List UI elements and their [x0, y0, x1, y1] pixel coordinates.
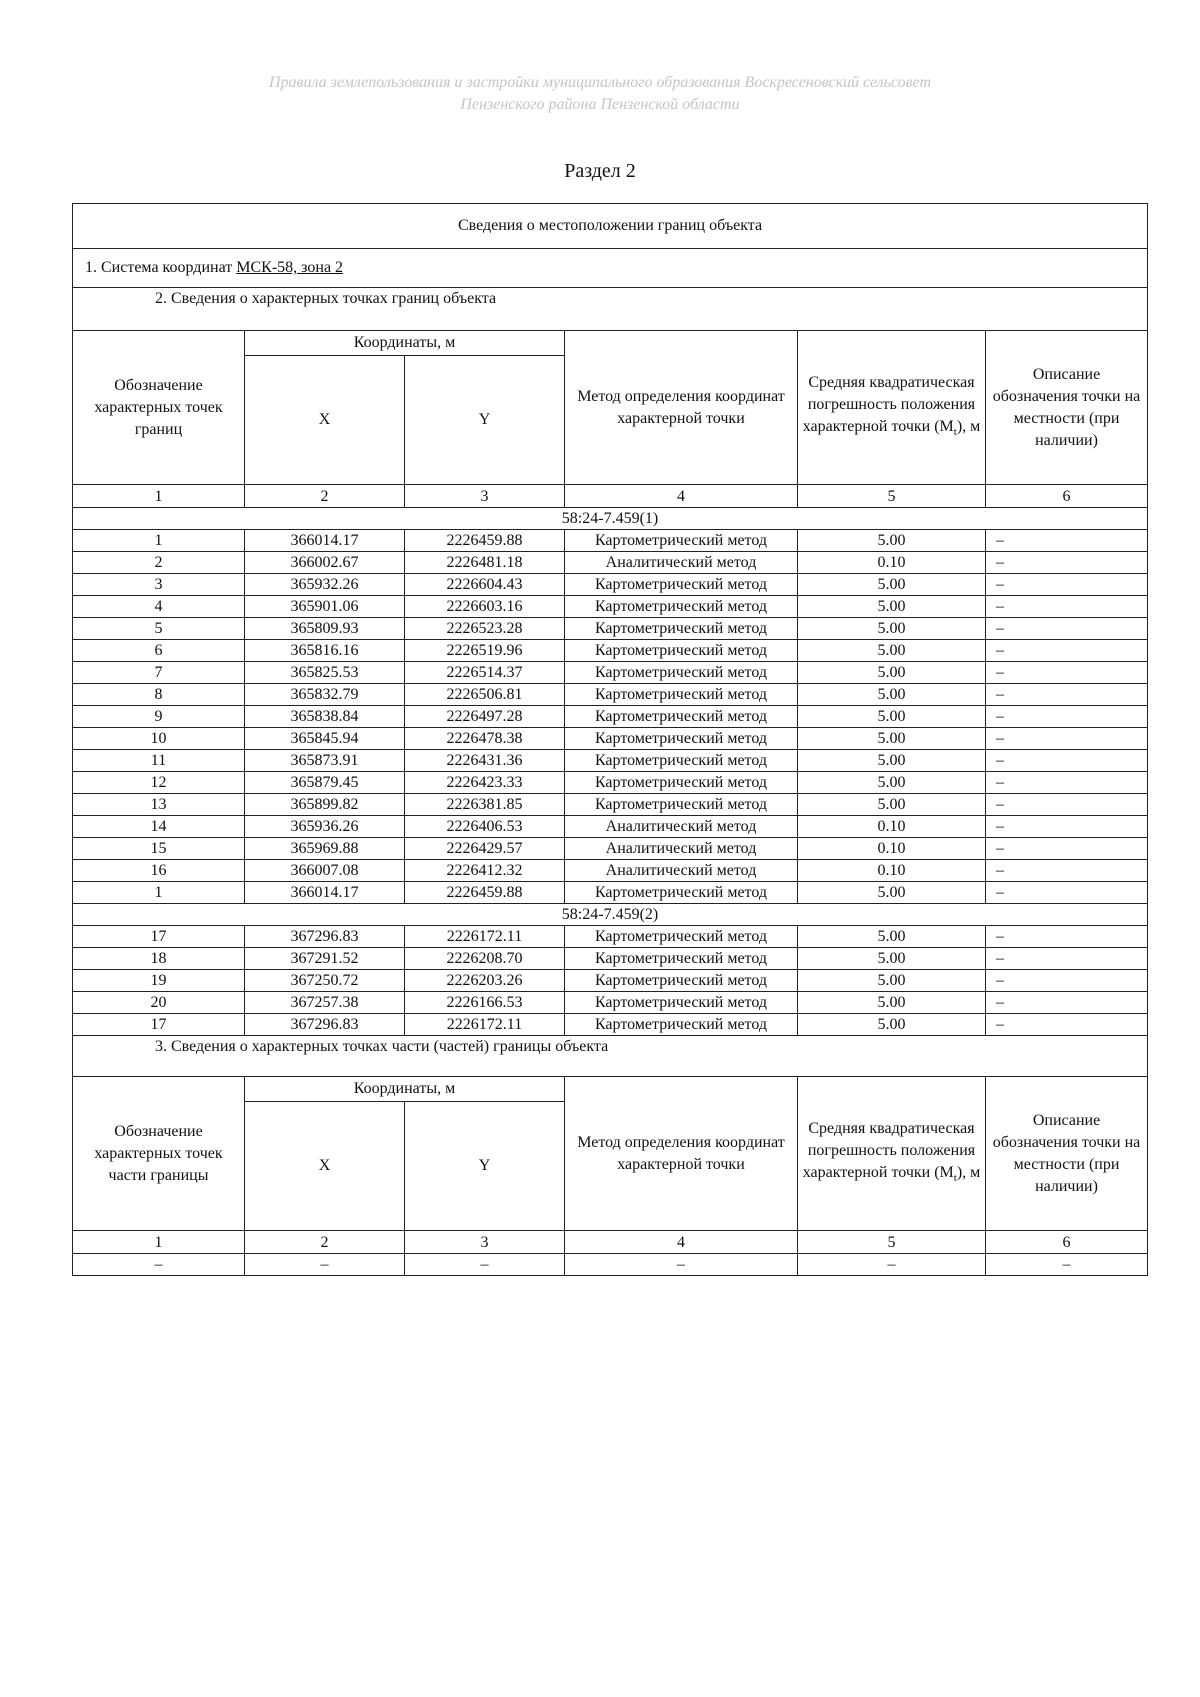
description-cell: – [986, 838, 1148, 860]
accuracy-cell: 5.00 [798, 574, 986, 596]
accuracy-cell: 0.10 [798, 552, 986, 574]
x-cell: 367291.52 [245, 948, 405, 970]
col-number: 6 [986, 485, 1148, 508]
table-row [73, 772, 1148, 794]
x-cell: 367257.38 [245, 992, 405, 1014]
x-cell: 365969.88 [245, 838, 405, 860]
col-header-description: Описание обозначения точки на местности (при наличии) [986, 331, 1148, 485]
col-number: 5 [798, 485, 986, 508]
method-cell: Аналитический метод [565, 860, 798, 882]
description-cell: – [986, 596, 1148, 618]
description-cell: – [986, 1014, 1148, 1036]
x-cell: 365809.93 [245, 618, 405, 640]
point-id-cell: 15 [73, 838, 245, 860]
table-row [73, 794, 1148, 816]
group-row [73, 904, 1148, 926]
table-row [73, 838, 1148, 860]
section-title: Раздел 2 [564, 160, 636, 182]
col-header-x: X [245, 356, 405, 485]
x-cell: 366002.67 [245, 552, 405, 574]
point-id-cell: 17 [73, 926, 245, 948]
boundary-table [72, 203, 1148, 1276]
method-cell: Картометрический метод [565, 662, 798, 684]
col-number: 3 [405, 1231, 565, 1254]
x-cell: 366007.08 [245, 860, 405, 882]
y-cell: 2226172.11 [405, 926, 565, 948]
x-cell: – [245, 1254, 405, 1276]
accuracy-cell: – [798, 1254, 986, 1276]
coord-system-value: МСК-58, зона 2 [236, 259, 344, 276]
point-id-cell: 3 [73, 574, 245, 596]
method-cell: Картометрический метод [565, 706, 798, 728]
accuracy-cell: 0.10 [798, 816, 986, 838]
group-label: 58:24-7.459(1) [73, 508, 1148, 530]
y-cell: 2226208.70 [405, 948, 565, 970]
point-id-cell: 9 [73, 706, 245, 728]
x-cell: 365825.53 [245, 662, 405, 684]
description-cell: – [986, 948, 1148, 970]
accuracy-text: Средняя квадратическая погрешность положения характерной точки (M [802, 1119, 976, 1181]
method-cell: Картометрический метод [565, 750, 798, 772]
x-cell: 365879.45 [245, 772, 405, 794]
description-cell: – [986, 662, 1148, 684]
method-cell: Картометрический метод [565, 882, 798, 904]
accuracy-text: Средняя квадратическая погрешность положения характерной точки (M [802, 373, 976, 435]
point-id-cell: 14 [73, 816, 245, 838]
accuracy-cell: 5.00 [798, 596, 986, 618]
y-cell: 2226203.26 [405, 970, 565, 992]
description-cell: – [986, 1254, 1148, 1276]
coord-system-row [73, 249, 1148, 288]
col-header-y: Y [405, 356, 565, 485]
description-cell: – [986, 926, 1148, 948]
col-number: 4 [565, 1231, 798, 1254]
coord-system-label: 1. Система координат [85, 259, 237, 276]
description-cell: – [986, 860, 1148, 882]
col-header-point: Обозначение характерных точек границ [73, 331, 245, 485]
point-id-cell: 13 [73, 794, 245, 816]
point-id-cell: 10 [73, 728, 245, 750]
col-number: 3 [405, 485, 565, 508]
accuracy-cell: 5.00 [798, 728, 986, 750]
description-cell: – [986, 574, 1148, 596]
table-row [73, 596, 1148, 618]
method-cell: Картометрический метод [565, 926, 798, 948]
accuracy-cell: 5.00 [798, 970, 986, 992]
method-cell: Картометрический метод [565, 992, 798, 1014]
x-cell: 365936.26 [245, 816, 405, 838]
column-numbers-row [73, 1231, 1148, 1254]
accuracy-cell: 5.00 [798, 530, 986, 552]
method-cell: – [565, 1254, 798, 1276]
table-row [73, 706, 1148, 728]
x-cell: 367296.83 [245, 1014, 405, 1036]
point-id-cell: 18 [73, 948, 245, 970]
method-cell: Картометрический метод [565, 640, 798, 662]
method-cell: Картометрический метод [565, 772, 798, 794]
method-cell: Картометрический метод [565, 970, 798, 992]
table-row [73, 750, 1148, 772]
description-cell: – [986, 794, 1148, 816]
y-cell: 2226603.16 [405, 596, 565, 618]
method-cell: Аналитический метод [565, 816, 798, 838]
point-id-cell: 19 [73, 970, 245, 992]
y-cell: 2226459.88 [405, 530, 565, 552]
x-cell: 365832.79 [245, 684, 405, 706]
method-cell: Картометрический метод [565, 1014, 798, 1036]
accuracy-unit: ), м [956, 1163, 981, 1181]
col-number: 5 [798, 1231, 986, 1254]
col-header-coords: Координаты, м [245, 331, 565, 356]
accuracy-sub: t [953, 426, 957, 439]
accuracy-cell: 5.00 [798, 618, 986, 640]
header-line-2: Пензенского района Пензенской области [460, 96, 740, 113]
accuracy-unit: ), м [956, 417, 981, 435]
y-cell: 2226478.38 [405, 728, 565, 750]
x-cell: 367250.72 [245, 970, 405, 992]
table-row [73, 1254, 1148, 1276]
point-id-cell: 12 [73, 772, 245, 794]
x-cell: 366014.17 [245, 530, 405, 552]
y-cell: 2226497.28 [405, 706, 565, 728]
y-cell: – [405, 1254, 565, 1276]
description-cell: – [986, 992, 1148, 1014]
group-row [73, 508, 1148, 530]
point-id-cell: 2 [73, 552, 245, 574]
method-cell: Аналитический метод [565, 838, 798, 860]
method-cell: Картометрический метод [565, 794, 798, 816]
y-cell: 2226406.53 [405, 816, 565, 838]
table-row [73, 662, 1148, 684]
col-header-accuracy [798, 1077, 986, 1231]
point-id-cell: 5 [73, 618, 245, 640]
table-title: Сведения о местоположении границ объекта [73, 204, 1148, 249]
x-cell: 365873.91 [245, 750, 405, 772]
accuracy-cell: 0.10 [798, 860, 986, 882]
y-cell: 2226431.36 [405, 750, 565, 772]
accuracy-cell: 5.00 [798, 882, 986, 904]
point-id-cell: 6 [73, 640, 245, 662]
column-numbers-row [73, 485, 1148, 508]
method-cell: Картометрический метод [565, 530, 798, 552]
point-id-cell: – [73, 1254, 245, 1276]
col-header-y: Y [405, 1102, 565, 1231]
y-cell: 2226166.53 [405, 992, 565, 1014]
header-line-1: Правила землепользования и застройки муниципального образования Воскресеновский сельсовет [269, 74, 931, 91]
table-row [73, 948, 1148, 970]
y-cell: 2226412.32 [405, 860, 565, 882]
point-id-cell: 17 [73, 1014, 245, 1036]
col-number: 2 [245, 485, 405, 508]
x-cell: 365845.94 [245, 728, 405, 750]
table-row [73, 728, 1148, 750]
point-id-cell: 8 [73, 684, 245, 706]
col-number: 4 [565, 485, 798, 508]
point-id-cell: 1 [73, 530, 245, 552]
y-cell: 2226519.96 [405, 640, 565, 662]
col-header-method: Метод определения координат характерной точки [565, 331, 798, 485]
table-row [73, 574, 1148, 596]
table-row [73, 640, 1148, 662]
accuracy-cell: 5.00 [798, 992, 986, 1014]
col-header-point-part: Обозначение характерных точек части границы [73, 1077, 245, 1231]
accuracy-cell: 5.00 [798, 706, 986, 728]
col-number: 1 [73, 1231, 245, 1254]
accuracy-cell: 5.00 [798, 772, 986, 794]
table-row [73, 552, 1148, 574]
accuracy-cell: 0.10 [798, 838, 986, 860]
accuracy-cell: 5.00 [798, 640, 986, 662]
y-cell: 2226523.28 [405, 618, 565, 640]
col-number: 1 [73, 485, 245, 508]
col-header-accuracy [798, 331, 986, 485]
description-cell: – [986, 728, 1148, 750]
description-cell: – [986, 772, 1148, 794]
method-cell: Картометрический метод [565, 596, 798, 618]
col-header-coords: Координаты, м [245, 1077, 565, 1102]
col-header-description: Описание обозначения точки на местности (при наличии) [986, 1077, 1148, 1231]
y-cell: 2226381.85 [405, 794, 565, 816]
y-cell: 2226459.88 [405, 882, 565, 904]
x-cell: 365932.26 [245, 574, 405, 596]
description-cell: – [986, 970, 1148, 992]
method-cell: Картометрический метод [565, 574, 798, 596]
col-header-x: X [245, 1102, 405, 1231]
description-cell: – [986, 706, 1148, 728]
description-cell: – [986, 552, 1148, 574]
subsection-1-title: 2. Сведения о характерных точках границ объекта [73, 288, 1148, 331]
table-row [73, 992, 1148, 1014]
method-cell: Картометрический метод [565, 948, 798, 970]
description-cell: – [986, 816, 1148, 838]
x-cell: 367296.83 [245, 926, 405, 948]
method-cell: Аналитический метод [565, 552, 798, 574]
group-label: 58:24-7.459(2) [73, 904, 1148, 926]
description-cell: – [986, 530, 1148, 552]
description-cell: – [986, 750, 1148, 772]
col-header-method: Метод определения координат характерной точки [565, 1077, 798, 1231]
x-cell: 365899.82 [245, 794, 405, 816]
method-cell: Картометрический метод [565, 618, 798, 640]
description-cell: – [986, 618, 1148, 640]
x-cell: 365901.06 [245, 596, 405, 618]
accuracy-cell: 5.00 [798, 948, 986, 970]
y-cell: 2226514.37 [405, 662, 565, 684]
y-cell: 2226429.57 [405, 838, 565, 860]
accuracy-sub: t [953, 1172, 957, 1185]
accuracy-cell: 5.00 [798, 926, 986, 948]
table-row [73, 816, 1148, 838]
table-row [73, 1014, 1148, 1036]
accuracy-cell: 5.00 [798, 750, 986, 772]
col-number: 2 [245, 1231, 405, 1254]
y-cell: 2226506.81 [405, 684, 565, 706]
method-cell: Картометрический метод [565, 728, 798, 750]
y-cell: 2226481.18 [405, 552, 565, 574]
point-id-cell: 1 [73, 882, 245, 904]
accuracy-cell: 5.00 [798, 662, 986, 684]
point-id-cell: 4 [73, 596, 245, 618]
description-cell: – [986, 882, 1148, 904]
description-cell: – [986, 640, 1148, 662]
table-row [73, 882, 1148, 904]
point-id-cell: 7 [73, 662, 245, 684]
y-cell: 2226604.43 [405, 574, 565, 596]
method-cell: Картометрический метод [565, 684, 798, 706]
table-row [73, 618, 1148, 640]
x-cell: 366014.17 [245, 882, 405, 904]
table-row [73, 530, 1148, 552]
x-cell: 365838.84 [245, 706, 405, 728]
y-cell: 2226423.33 [405, 772, 565, 794]
accuracy-cell: 5.00 [798, 684, 986, 706]
point-id-cell: 16 [73, 860, 245, 882]
document-header [0, 72, 1200, 116]
description-cell: – [986, 684, 1148, 706]
accuracy-cell: 5.00 [798, 794, 986, 816]
table-row [73, 860, 1148, 882]
table-row [73, 684, 1148, 706]
point-id-cell: 20 [73, 992, 245, 1014]
accuracy-cell: 5.00 [798, 1014, 986, 1036]
col-number: 6 [986, 1231, 1148, 1254]
y-cell: 2226172.11 [405, 1014, 565, 1036]
x-cell: 365816.16 [245, 640, 405, 662]
table-row [73, 970, 1148, 992]
point-id-cell: 11 [73, 750, 245, 772]
table-row [73, 926, 1148, 948]
subsection-2-title: 3. Сведения о характерных точках части (частей) границы объекта [73, 1036, 1148, 1077]
